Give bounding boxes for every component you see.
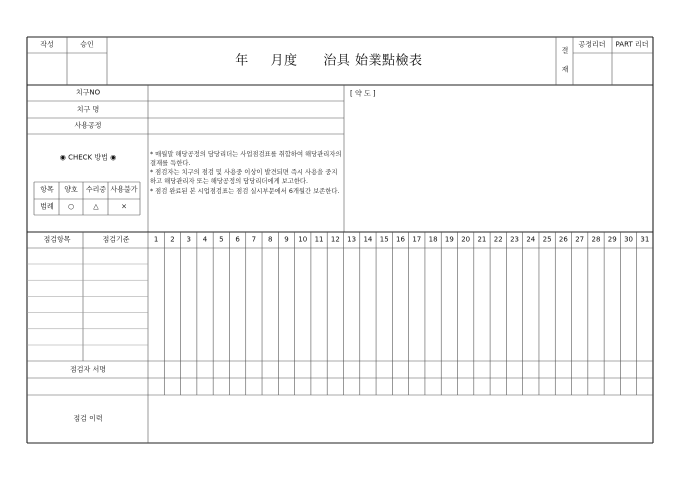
inspection-item-header: 점검항목 xyxy=(43,235,71,244)
day-header: 30 xyxy=(624,235,634,244)
day-header: 27 xyxy=(575,235,585,244)
day-header: 14 xyxy=(363,235,373,244)
legend-symbol-good: ○ xyxy=(67,202,75,211)
sketch-label: [ 약 도 ] xyxy=(350,89,376,98)
day-header: 9 xyxy=(284,235,289,244)
legend-label: 범례 xyxy=(40,202,54,211)
day-header: 10 xyxy=(298,235,308,244)
day-header: 24 xyxy=(526,235,536,244)
day-header: 1 xyxy=(153,235,159,244)
jig-name-label: 치구 명 xyxy=(76,105,100,114)
day-header: 2 xyxy=(170,235,175,244)
legend-header-item: 항목 xyxy=(40,185,54,194)
title-year: 年 xyxy=(235,53,249,69)
legend-symbol-repair: △ xyxy=(93,202,99,211)
day-header: 8 xyxy=(267,235,273,244)
day-header: 3 xyxy=(186,235,191,244)
process-used-label: 사용공정 xyxy=(74,121,102,130)
legend-header-repair: 수리중 xyxy=(85,185,107,194)
note-2: * 점검자는 치구의 점검 및 사용중 이상이 발견되면 즉시 사용을 중지하고 해당관리자 또는 해당공정의 담당리더에게 보고한다. xyxy=(150,169,338,186)
jig-no-label: 치구NO xyxy=(75,88,101,97)
check-method-label: ◉ CHECK 방법 ◉ xyxy=(59,153,117,162)
day-header: 6 xyxy=(235,235,240,244)
approval-label: 승인 xyxy=(80,40,94,49)
day-header: 16 xyxy=(396,235,405,244)
day-header: 13 xyxy=(347,235,357,244)
day-header: 26 xyxy=(558,235,568,244)
written-label: 작성 xyxy=(40,40,54,49)
inspector-sign-label: 점검자 서명 xyxy=(69,365,107,374)
day-header: 22 xyxy=(493,235,503,244)
part-leader-label: PART 리더 xyxy=(615,40,649,49)
legend-symbol-unusable: × xyxy=(121,202,127,211)
approval-gyeol: 결 xyxy=(561,46,569,55)
legend-header-good: 양호 xyxy=(64,185,78,194)
day-header: 25 xyxy=(542,235,552,244)
note-3: * 점검 완료된 본 시업점검표는 점검 실시부문에서 6개월간 보존한다. xyxy=(150,187,340,195)
inspection-history-label: 점검 이력 xyxy=(73,414,103,423)
day-header: 12 xyxy=(330,235,340,244)
day-header: 18 xyxy=(428,235,438,244)
note-1: * 매월말 해당공정의 담당리더는 사업점검표를 취합하여 해당관리자의 결재를 득한다. xyxy=(150,151,342,168)
day-header: 23 xyxy=(510,235,519,244)
day-header: 29 xyxy=(607,235,617,244)
check-notes xyxy=(150,150,343,196)
day-header: 7 xyxy=(251,235,257,244)
day-header: 11 xyxy=(314,235,324,244)
title-month: 月度 xyxy=(270,53,298,69)
approval-jae: 재 xyxy=(561,65,569,74)
day-header: 31 xyxy=(640,235,650,244)
page-title: 治具 始業點檢表 xyxy=(323,53,423,69)
day-header: 5 xyxy=(219,235,224,244)
process-leader-label: 공정리더 xyxy=(578,40,606,49)
inspection-criteria-header: 점검기준 xyxy=(102,235,130,244)
day-header: 28 xyxy=(591,235,601,244)
legend-header-unusable: 사용불가 xyxy=(110,185,138,194)
day-header: 21 xyxy=(477,235,487,244)
day-header: 4 xyxy=(202,235,208,244)
day-header: 19 xyxy=(444,235,454,244)
day-header: 15 xyxy=(379,235,389,244)
day-header: 20 xyxy=(461,235,471,244)
day-header: 17 xyxy=(412,235,422,244)
